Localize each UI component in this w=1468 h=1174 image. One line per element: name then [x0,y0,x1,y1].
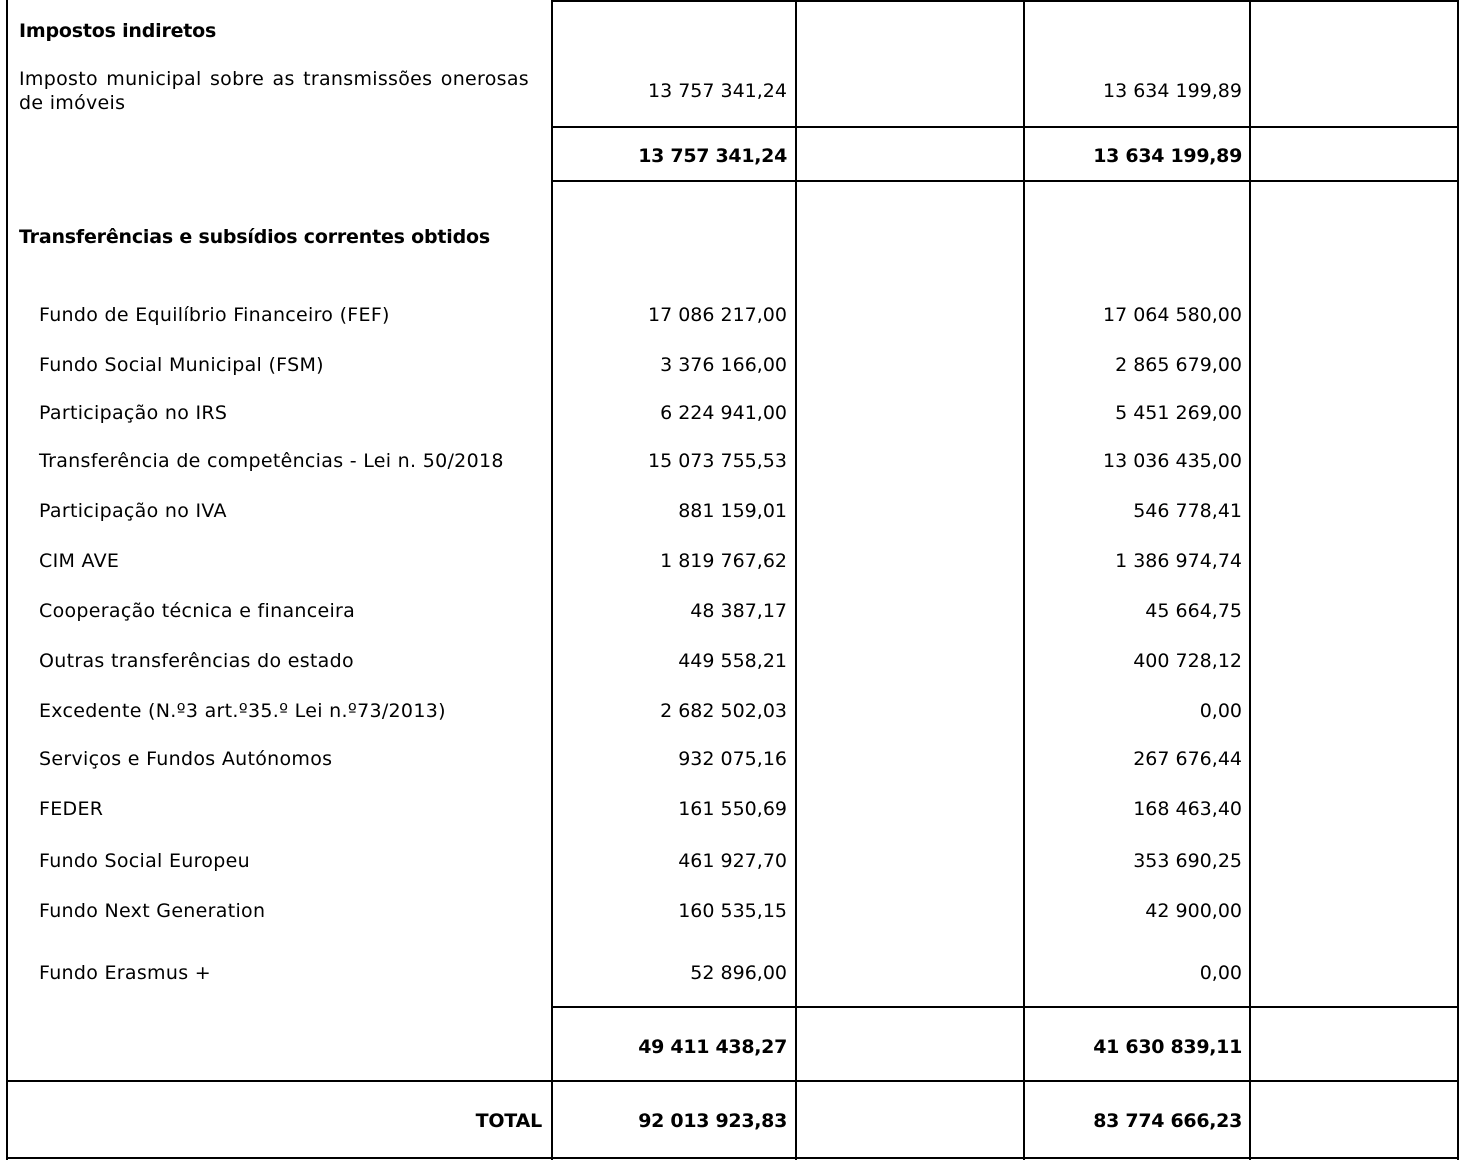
row-value-imt-col1: 13 757 341,24 [647,80,787,102]
table-row-value-col2: 353 690,25 [1133,850,1242,872]
total-label: TOTAL [475,1110,542,1132]
table-row-value-col2: 546 778,41 [1133,500,1242,522]
subtotal-transfers-col1: 49 411 438,27 [638,1036,787,1058]
row-value-imt-col2: 13 634 199,89 [1102,80,1242,102]
subtotal-1-top-rule [551,126,1459,128]
table-row-label: Fundo Erasmus + [39,962,211,984]
table-row-value-col2: 13 036 435,00 [1102,450,1242,472]
subtotal-2-top-rule [551,1006,1459,1008]
table-row-value-col2: 2 865 679,00 [1115,354,1242,376]
table-row-label: CIM AVE [39,550,120,572]
table-row-label: Fundo Social Municipal (FSM) [39,354,324,376]
table-row-value-col1: 932 075,16 [678,748,787,770]
table-row-value-col2: 5 451 269,00 [1115,402,1242,424]
table-border-bottom [6,1157,1459,1159]
table-row-value-col2: 42 900,00 [1145,900,1242,922]
table-row-label: Serviços e Fundos Autónomos [39,748,333,770]
subtotal-indirect-col2: 13 634 199,89 [1093,145,1242,167]
subtotal-indirect-col1: 13 757 341,24 [638,145,787,167]
table-row-value-col1: 161 550,69 [678,798,787,820]
table-row-label: Transferência de competências - Lei n. 50/2018 [39,450,504,472]
table-row-label: Fundo Next Generation [39,900,266,922]
table-row-value-col2: 0,00 [1199,962,1242,984]
table-row-value-col1: 1 819 767,62 [660,550,787,572]
table-row-value-col1: 881 159,01 [678,500,787,522]
subtotal-1-bottom-rule [551,180,1459,182]
table-row-value-col1: 3 376 166,00 [660,354,787,376]
column-divider-4 [1249,0,1251,1160]
total-col1: 92 013 923,83 [638,1110,787,1132]
table-row-label: Participação no IRS [39,402,228,424]
table-row-value-col2: 1 386 974,74 [1115,550,1242,572]
table-row-value-col2: 267 676,44 [1133,748,1242,770]
table-row-label: Excedente (N.º3 art.º35.º Lei n.º73/2013) [39,700,446,722]
column-divider-3 [1023,0,1025,1160]
table-border-top [551,0,1459,2]
column-divider-1 [551,0,553,1160]
table-row-label: FEDER [39,798,104,820]
table-row-value-col2: 400 728,12 [1133,650,1242,672]
table-row-value-col2: 168 463,40 [1133,798,1242,820]
table-row-value-col1: 2 682 502,03 [660,700,787,722]
column-divider-2 [795,0,797,1160]
table-row-value-col2: 45 664,75 [1145,600,1242,622]
table-row-label: Fundo Social Europeu [39,850,250,872]
table-row-value-col1: 48 387,17 [690,600,787,622]
table-border-left [6,0,8,1160]
subtotal-transfers-col2: 41 630 839,11 [1093,1036,1242,1058]
table-border-right [1457,0,1459,1160]
table-row-value-col1: 6 224 941,00 [660,402,787,424]
table-row-label: Outras transferências do estado [39,650,354,672]
total-col2: 83 774 666,23 [1093,1110,1242,1132]
section-heading-indirect-taxes: Impostos indiretos [19,20,217,42]
table-row-value-col2: 17 064 580,00 [1102,304,1242,326]
table-row-value-col1: 160 535,15 [678,900,787,922]
table-row-label: Cooperação técnica e financeira [39,600,356,622]
table-row-label: Participação no IVA [39,500,227,522]
table-row-value-col1: 52 896,00 [690,962,787,984]
section-heading-transfers: Transferências e subsídios correntes obtidos [19,226,490,248]
row-label-imt: Imposto municipal sobre as transmissões onerosas de imóveis [19,68,529,114]
table-row-label: Fundo de Equilíbrio Financeiro (FEF) [39,304,390,326]
table-row-value-col2: 0,00 [1199,700,1242,722]
table-row-value-col1: 449 558,21 [678,650,787,672]
total-top-rule [6,1080,1459,1082]
table-row-value-col1: 15 073 755,53 [647,450,787,472]
table-row-value-col1: 461 927,70 [678,850,787,872]
table-row-value-col1: 17 086 217,00 [647,304,787,326]
